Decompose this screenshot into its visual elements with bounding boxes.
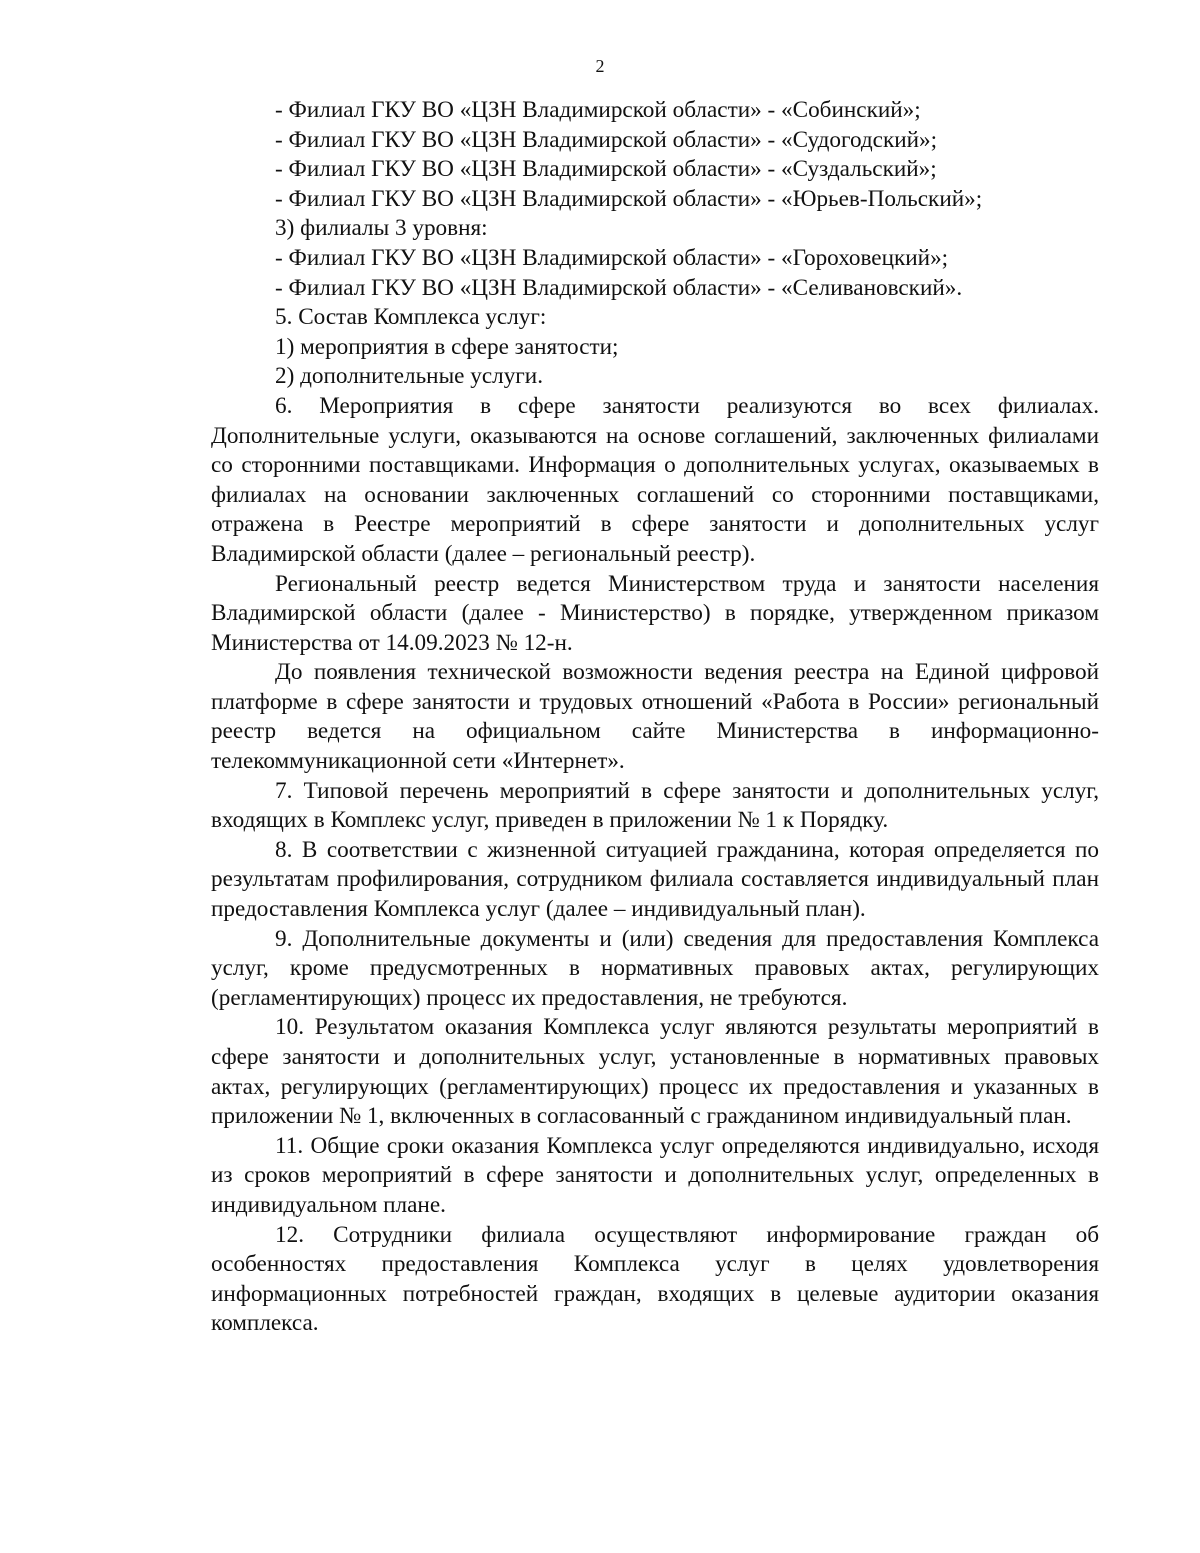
list-item: 2) дополнительные услуги. — [275, 363, 544, 390]
list-item: - Филиал ГКУ ВО «ЦЗН Владимирской области» - «Селивановский». — [275, 274, 963, 301]
list-item: 1) мероприятия в сфере занятости; — [275, 333, 619, 360]
paragraph: 9. Дополнительные документы и (или) сведения для предоставления Комплекса услуг, кроме предусмотренных в нормативных правовых актах, регулирующих (регламентирующих) процесс их предоставления, не требуются. — [211, 925, 1099, 1011]
paragraph: 8. В соответствии с жизненной ситуацией гражданина, которая определяется по результатам профилирования, сотрудником филиала составляется индивидуальный план предоставления Комплекса услуг (далее – индивидуальный план). — [211, 836, 1099, 923]
page-number: 2 — [595, 56, 605, 76]
paragraph: 7. Типовой перечень мероприятий в сфере занятости и дополнительных услуг, входящих в Комплекс услуг, приведен в приложении № 1 к Порядку. — [211, 777, 1099, 834]
list-item: - Филиал ГКУ ВО «ЦЗН Владимирской области» - «Суздальский»; — [275, 156, 937, 183]
list-item: 5. Состав Комплекса услуг: — [275, 304, 547, 331]
paragraph: 6. Мероприятия в сфере занятости реализуются во всех филиалах. Дополнительные услуги, оказываются на основе соглашений, заключенных филиалами со сторонними поставщиками. Информация о дополнительных услугах, оказываемых в филиалах на основании заключенных соглашений со сторонними поставщиками, отражена в Реестре мероприятий в сфере занятости и дополнительных услуг Владимирской области (далее – региональный реестр). — [211, 392, 1099, 567]
list-item: - Филиал ГКУ ВО «ЦЗН Владимирской области» - «Юрьев-Польский»; — [275, 185, 983, 212]
document-body — [211, 96, 1099, 1339]
paragraph: Региональный реестр ведется Министерством труда и занятости населения Владимирской области (далее - Министерство) в порядке, утвержденном приказом Министерства от 14.09.2023 № 12-н. — [211, 570, 1099, 656]
list-item: 3) филиалы 3 уровня: — [275, 215, 488, 242]
paragraph: 10. Результатом оказания Комплекса услуг являются результаты мероприятий в сфере занятости и дополнительных услуг, установленные в нормативных правовых актах, регулирующих (регламентирующих) процесс их предоставления и указанных в приложении № 1, включенных в согласованный с гражданином индивидуальный план. — [211, 1014, 1099, 1130]
list-item: - Филиал ГКУ ВО «ЦЗН Владимирской области» - «Судогодский»; — [275, 126, 938, 153]
list-item: - Филиал ГКУ ВО «ЦЗН Владимирской области» - «Гороховецкий»; — [275, 244, 949, 271]
paragraph: 11. Общие сроки оказания Комплекса услуг определяются индивидуально, исходя из сроков мероприятий в сфере занятости и дополнительных услуг, определенных в индивидуальном плане. — [211, 1132, 1099, 1218]
paragraph: До появления технической возможности ведения реестра на Единой цифровой платформе в сфере занятости и трудовых отношений «Работа в России» региональный реестр ведется на официальном сайте Министерства в информационно-телекоммуникационной сети «Интернет». — [211, 659, 1099, 775]
paragraph: 12. Сотрудники филиала осуществляют информирование граждан об особенностях предоставления Комплекса услуг в целях удовлетворения информационных потребностей граждан, входящих в целевые аудитории оказания комплекса. — [211, 1221, 1099, 1337]
list-item: - Филиал ГКУ ВО «ЦЗН Владимирской области» - «Собинский»; — [275, 97, 921, 123]
